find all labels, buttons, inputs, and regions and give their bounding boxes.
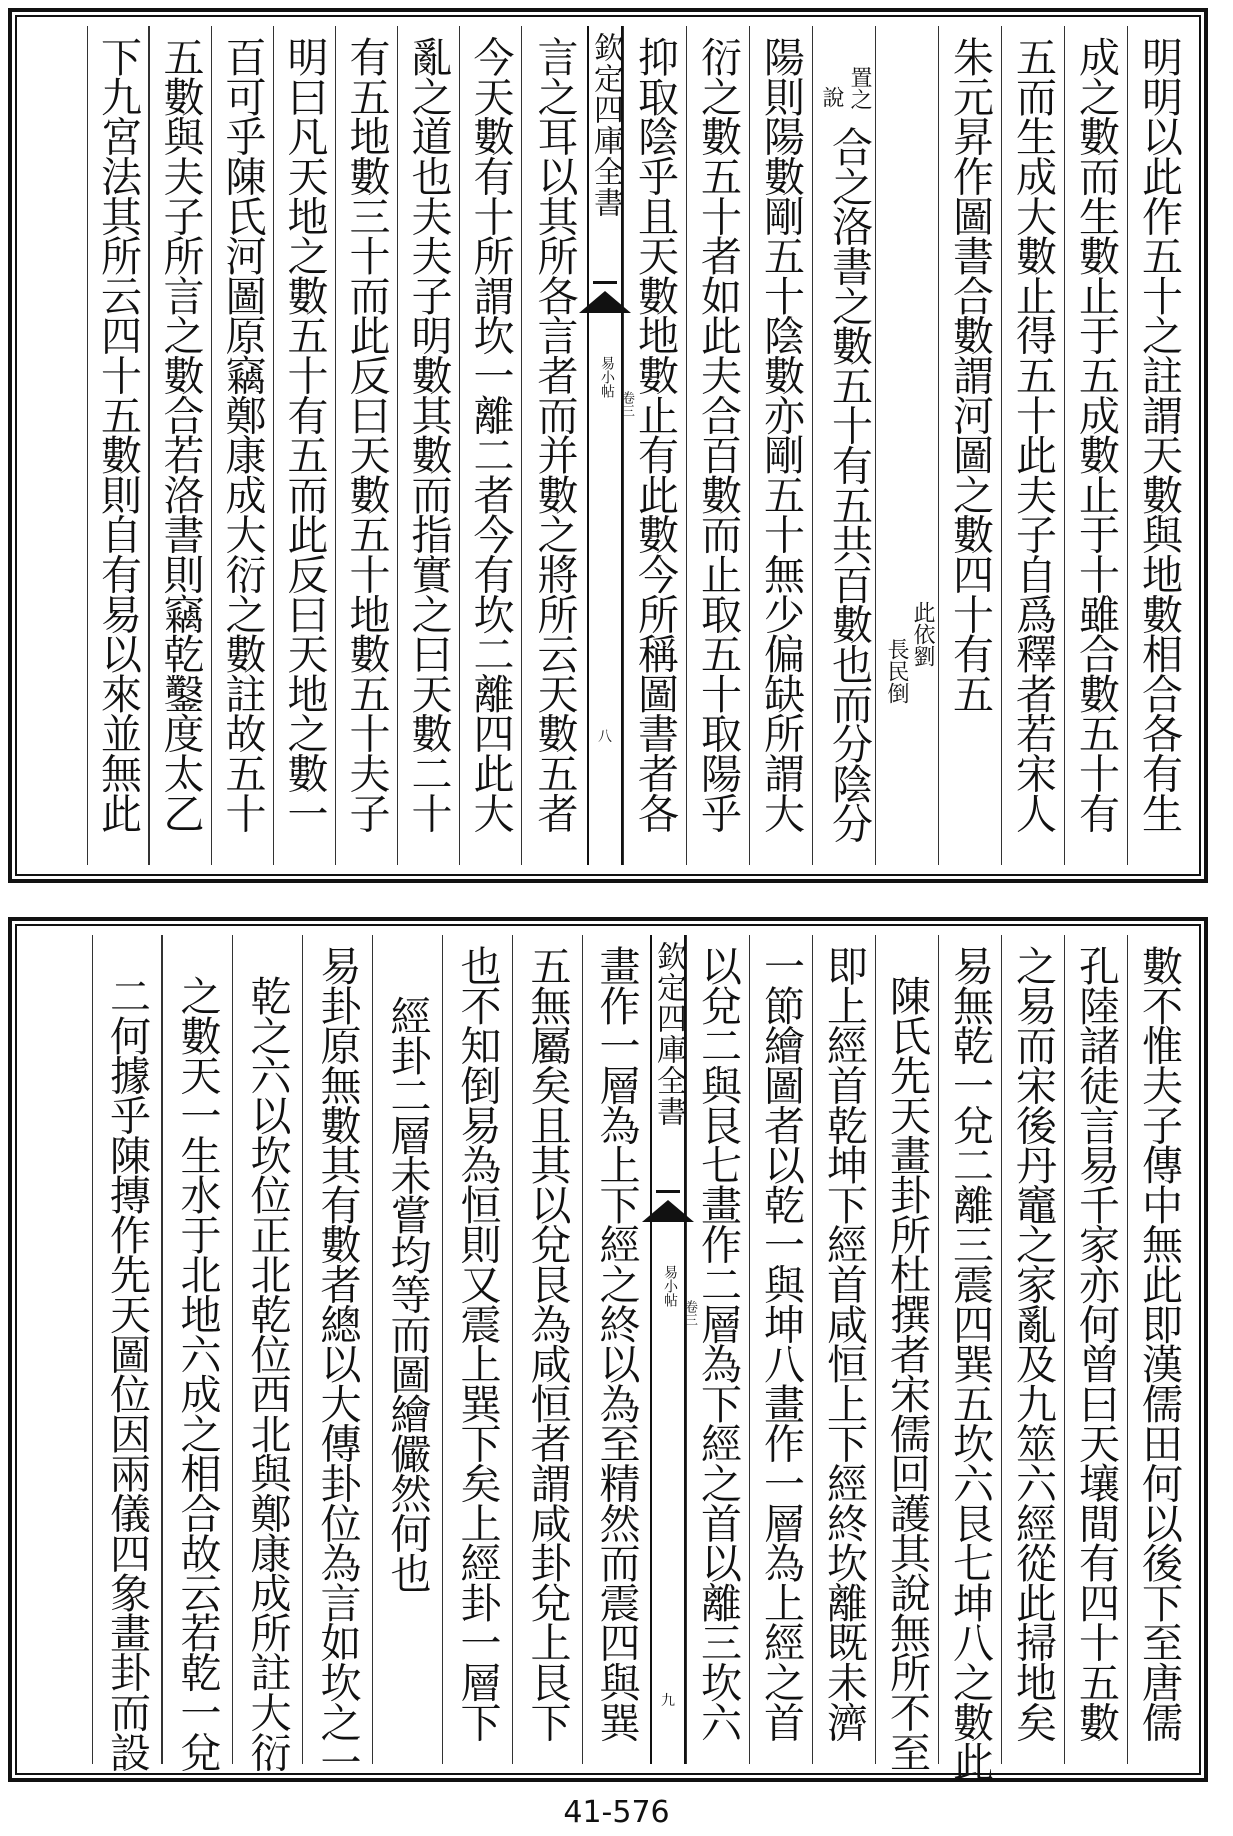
fish-tail-mark — [656, 1190, 680, 1250]
text-column — [162, 935, 232, 1772]
text-column — [686, 26, 749, 865]
gutter-volume: 卷三 — [682, 1300, 697, 1326]
text-column — [397, 26, 459, 865]
column-text: 明曰凡天地之數五十有五而此反曰天地之數一 — [280, 36, 329, 833]
text-column — [1127, 26, 1190, 865]
text-column — [686, 935, 749, 1764]
column-text: 之易而宋後丹竈之家亂及九筮六經從此掃地矣 — [1009, 945, 1057, 1742]
column-text: 五而生成大數止得五十此夫子自爲釋者若宋人 — [1009, 36, 1057, 833]
center-gutter — [650, 935, 697, 1764]
text-column — [812, 935, 875, 1764]
text-column — [87, 26, 149, 865]
text-column — [149, 26, 211, 865]
annotation-note: 說 — [819, 86, 844, 108]
column-text: 今天數有十所謂坎一離二者今有坎二離四此大 — [466, 36, 515, 833]
text-column — [938, 935, 1001, 1781]
text-column — [211, 26, 273, 865]
fish-tail-mark — [593, 281, 617, 341]
text-column — [273, 26, 335, 865]
center-gutter — [587, 26, 634, 865]
column-text: 成之數而生數止于五成數止于十雖合數五十有 — [1072, 36, 1120, 833]
column-text: 陽則陽數剛五十陰數亦剛五十無少偏缺所謂大 — [757, 36, 805, 833]
text-column — [232, 935, 302, 1772]
column-text: 孔陸諸徒言易千家亦何曾曰天壤間有四十五數 — [1072, 945, 1120, 1742]
text-column — [623, 26, 686, 865]
gutter-title: 欽定四庫全書 — [588, 32, 623, 218]
page-folio-number: 41-576 — [563, 1795, 670, 1830]
text-column — [875, 935, 938, 1772]
text-column-with-notes — [812, 26, 875, 865]
text-column — [302, 935, 372, 1781]
text-column — [512, 935, 582, 1764]
gutter-book-title: 易小帖 — [662, 1265, 678, 1307]
column-text: 易卦原無數其有數者總以大傳卦位為言如坎之一 — [313, 945, 362, 1781]
column-text: 以兌二與艮七畫作二層為下經之首以離三坎六 — [694, 945, 742, 1742]
text-column — [749, 26, 812, 865]
text-column-with-notes — [875, 26, 938, 865]
column-text: 即上經首乾坤下經首咸恒上下經終坎離既未濟 — [820, 945, 868, 1742]
column-text: 一節繪圖者以乾一與坤八畫作一層為上經之首 — [757, 945, 805, 1742]
column-text: 抑取陰乎且天數地數止有此數今所稱圖書者各 — [631, 36, 679, 833]
text-column — [1064, 26, 1127, 865]
column-text: 畫作一層為上下經之終以為至精然而震四與巽 — [592, 945, 641, 1742]
column-text: 下九宮法其所云四十五數則自有易以來並無此 — [94, 36, 142, 833]
gutter-volume: 卷三 — [619, 391, 634, 417]
text-column — [582, 935, 650, 1764]
text-column — [92, 935, 162, 1772]
column-text: 五無屬矣且其以兌艮為咸恒者謂咸卦兌上艮下 — [523, 945, 572, 1742]
column-text: 言之耳以其所各言者而并數之將所云天數五者 — [530, 36, 579, 833]
column-text: 合之洛書之數五十有五共百數也而分陰分 — [824, 126, 873, 843]
text-column — [372, 935, 442, 1764]
gutter-title: 欽定四庫全書 — [651, 941, 686, 1127]
text-column — [521, 26, 587, 865]
text-column — [938, 26, 1001, 865]
bottom-page-frame — [8, 917, 1208, 1782]
column-text: 陳氏先天畫卦所杜撰者宋儒回護其說無所不至 — [883, 975, 931, 1772]
column-text: 數不惟夫子傳中無此即漢儒田何以後下至唐儒 — [1135, 945, 1183, 1742]
column-text: 之數天一生水于北地六成之相合故云若乾一兌 — [173, 975, 222, 1772]
column-text: 也不知倒易為恒則又震上巽下矣上經卦一層下 — [453, 945, 502, 1742]
top-text-columns — [26, 26, 1190, 865]
text-column — [1127, 935, 1190, 1764]
column-text: 朱元昇作圖書合數謂河圖之數四十有五 — [946, 36, 994, 713]
bottom-text-columns — [26, 935, 1190, 1781]
text-column — [1064, 935, 1127, 1764]
column-text: 衍之數五十者如此夫合百數而止取五十取陽乎 — [694, 36, 742, 833]
text-column — [442, 935, 512, 1764]
text-column — [1001, 26, 1064, 865]
column-text: 有五地數三十而此反曰天數五十地數五十夫子 — [342, 36, 391, 833]
column-text: 明明以此作五十之註謂天數與地數相合各有生 — [1135, 36, 1183, 833]
column-text: 易無乾一兌二離三震四巽五坎六艮七坤八之數此 — [946, 945, 994, 1781]
annotation-note: 置之 — [847, 66, 872, 110]
gutter-book-title: 易小帖 — [599, 356, 615, 398]
column-text: 二何據乎陳摶作先天圖位因兩儀四象畫卦而設 — [103, 975, 151, 1772]
column-text: 百可乎陳氏河圖原竊鄭康成大衍之數註故五十 — [218, 36, 267, 833]
annotation-note: 此依劉 — [910, 601, 935, 667]
text-column — [459, 26, 521, 865]
column-text: 乾之六以坎位正北乾位西北與鄭康成所註大衍 — [243, 975, 292, 1772]
text-column — [1001, 935, 1064, 1764]
column-text: 五數與夫子所言之數合若洛書則竊乾鑿度太乙 — [156, 36, 205, 833]
column-text: 亂之道也夫夫子明數其數而指實之曰天數二十 — [404, 36, 453, 833]
top-page-frame — [8, 8, 1208, 883]
gutter-page-number: 八 — [598, 729, 612, 745]
annotation-note: 長民倒 — [884, 638, 909, 704]
text-column — [335, 26, 397, 865]
gutter-page-number: 九 — [661, 1693, 675, 1709]
text-column — [749, 935, 812, 1764]
column-text: 經卦二層未嘗均等而圖繪儼然何也 — [383, 995, 432, 1593]
